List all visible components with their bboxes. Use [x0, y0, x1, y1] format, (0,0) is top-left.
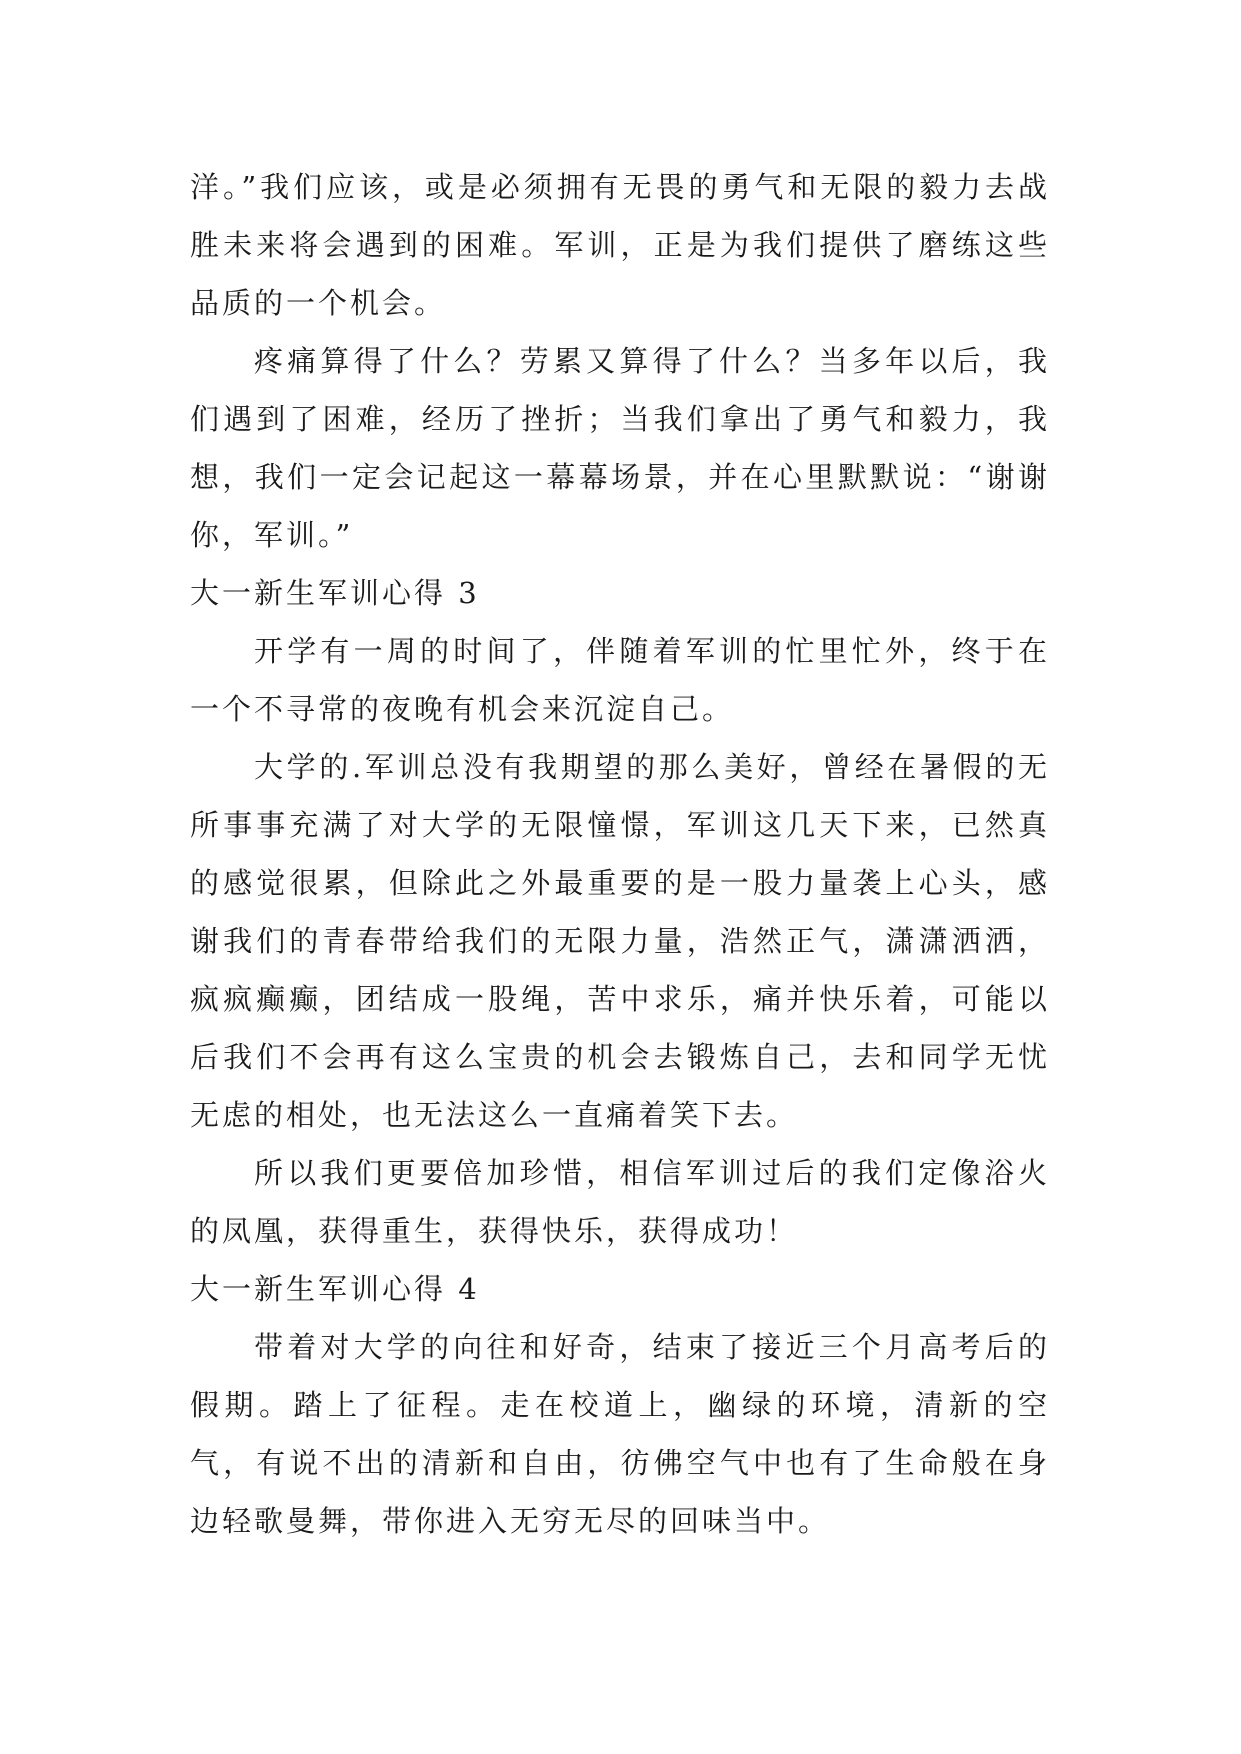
paragraph-5: 所以我们更要倍加珍惜，相信军训过后的我们定像浴火的凤凰，获得重生，获得快乐，获得成功！	[190, 1156, 1050, 1248]
paragraph-2: 疼痛算得了什么？劳累又算得了什么？当多年以后，我们遇到了困难，经历了挫折；当我们拿出了勇气和毅力，我想，我们一定会记起这一幕幕场景，并在心里默默说：“谢谢你，军训。”	[190, 344, 1050, 552]
section-heading-4: 大一新生军训心得 4	[190, 1272, 480, 1306]
paragraph-6: 带着对大学的向往和好奇，结束了接近三个月高考后的假期。踏上了征程。走在校道上，幽绿的环境，清新的空气，有说不出的清新和自由，彷佛空气中也有了生命般在身边轻歌曼舞，带你进入无穷无尽的回味当中。	[190, 1330, 1050, 1538]
paragraph-4: 大学的.军训总没有我期望的那么美好，曾经在暑假的无所事事充满了对大学的无限憧憬，军训这几天下来，已然真的感觉很累，但除此之外最重要的是一股力量袭上心头，感谢我们的青春带给我们的无限力量，浩然正气，潇潇洒洒，疯疯癫癫，团结成一股绳，苦中求乐，痛并快乐着，可能以后我们不会再有这么宝贵的机会去锻炼自己，去和同学无忧无虑的相处，也无法这么一直痛着笑下去。	[190, 750, 1050, 1132]
document-body	[190, 158, 1050, 1550]
paragraph-1: 洋。”我们应该，或是必须拥有无畏的勇气和无限的毅力去战胜未来将会遇到的困难。军训，正是为我们提供了磨练这些品质的一个机会。	[190, 170, 1050, 320]
section-heading-3: 大一新生军训心得 3	[190, 576, 480, 610]
paragraph-3: 开学有一周的时间了，伴随着军训的忙里忙外，终于在一个不寻常的夜晚有机会来沉淀自己。	[190, 634, 1050, 726]
